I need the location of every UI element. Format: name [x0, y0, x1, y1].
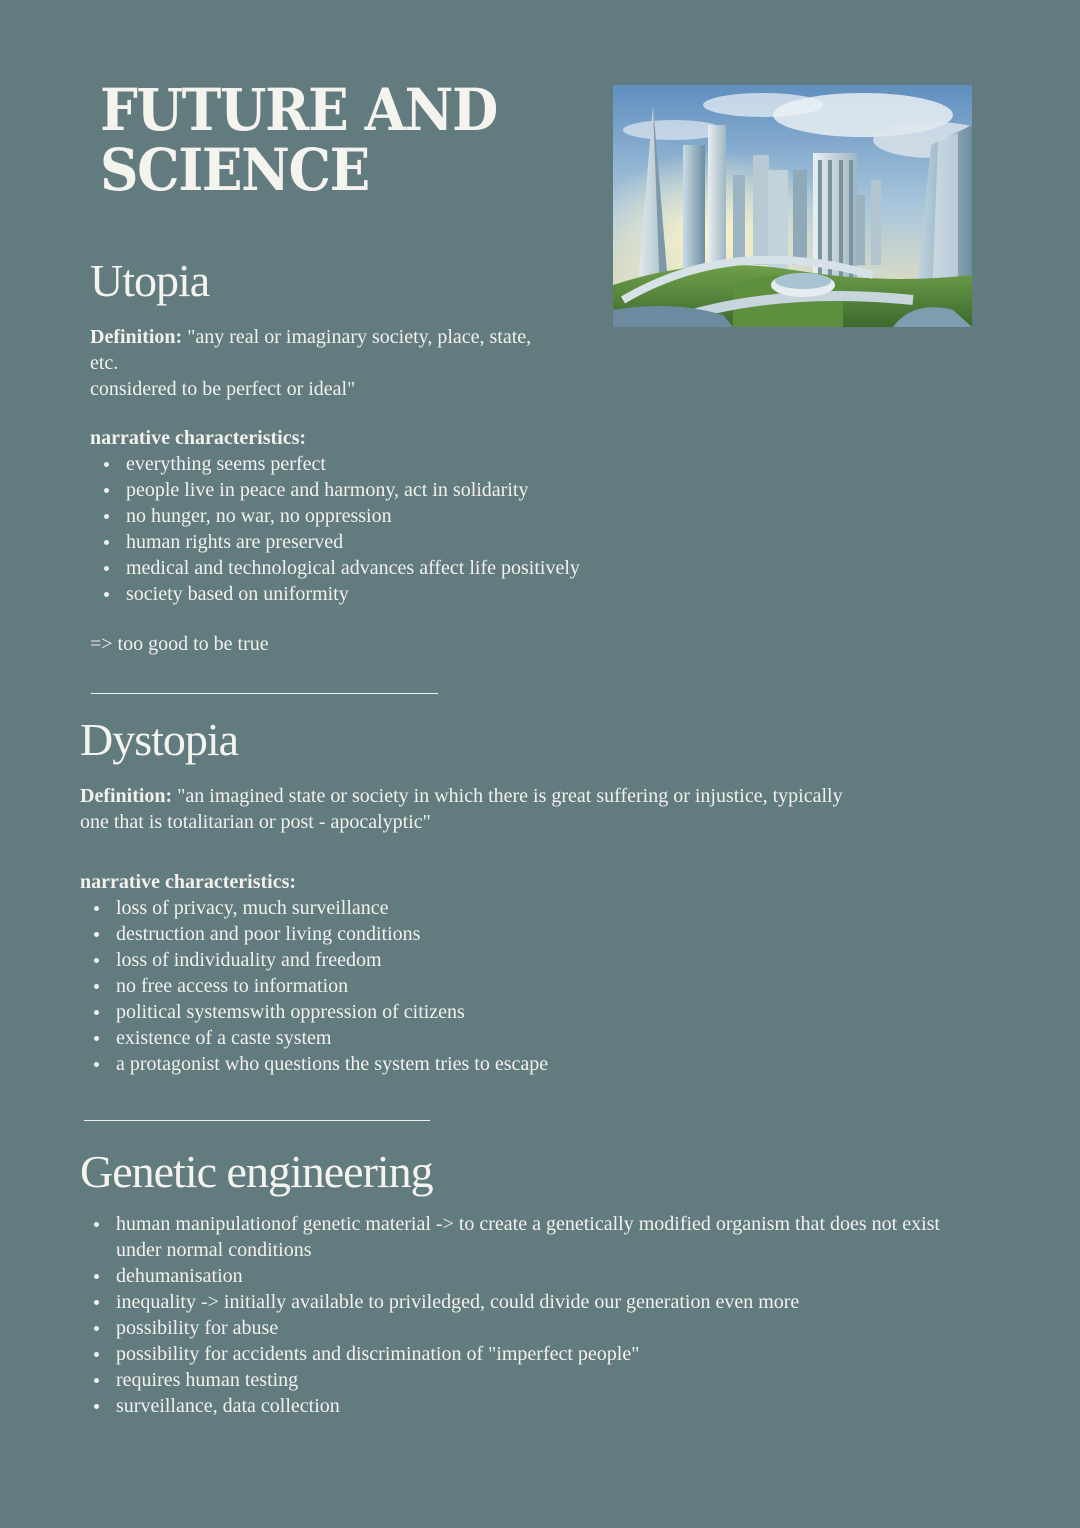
dystopia-definition-line-2: one that is totalitarian or post - apocalyptic": [80, 811, 431, 833]
list-item: everything seems perfect: [90, 451, 690, 477]
list-item: inequality -> initially available to priviledged, could divide our generation even more: [80, 1289, 960, 1315]
dystopia-definition: [80, 783, 980, 835]
list-item: medical and technological advances affect life positively: [90, 555, 690, 581]
utopia-definition-line-1: "any real or imaginary society, place, state,: [182, 326, 532, 348]
list-item: human manipulationof genetic material -> to create a genetically modified organism that does not exist under normal conditions: [80, 1211, 960, 1263]
list-item: no free access to information: [80, 973, 780, 999]
list-item: a protagonist who questions the system tries to escape: [80, 1051, 780, 1077]
list-item: loss of individuality and freedom: [80, 947, 780, 973]
dystopia-definition-label: Definition:: [80, 785, 173, 807]
section-divider: [84, 1120, 430, 1121]
dystopia-characteristics-label-text: narrative characteristics:: [80, 871, 297, 893]
utopia-definition-line-2: etc.: [90, 352, 119, 374]
dystopia-characteristics-label: [80, 869, 296, 895]
utopia-definition: [90, 324, 590, 402]
section-divider: [91, 693, 438, 694]
list-item: political systemswith oppression of citizens: [80, 999, 780, 1025]
list-item: human rights are preserved: [90, 529, 690, 555]
utopia-definition-label: Definition:: [90, 326, 183, 348]
list-item: destruction and poor living conditions: [80, 921, 780, 947]
dystopia-characteristics-list: [80, 895, 780, 1077]
list-item: society based on uniformity: [90, 581, 690, 607]
genetic-engineering-heading: Genetic engineering: [80, 1146, 433, 1197]
list-item: loss of privacy, much surveillance: [80, 895, 780, 921]
genetic-engineering-list: [80, 1211, 960, 1419]
utopia-characteristics-label-text: narrative characteristics:: [90, 427, 307, 449]
dystopia-heading: Dystopia: [80, 714, 239, 765]
list-item: people live in peace and harmony, act in solidarity: [90, 477, 690, 503]
utopia-characteristics-label: [90, 425, 306, 451]
utopia-definition-line-3: considered to be perfect or ideal": [90, 378, 356, 400]
futuristic-city-image: [613, 85, 972, 327]
dystopia-definition-line-1: "an imagined state or society in which there is great suffering or injustice, typically: [172, 785, 843, 807]
page-title: [100, 76, 542, 204]
list-item: dehumanisation: [80, 1263, 960, 1289]
list-item: possibility for abuse: [80, 1315, 960, 1341]
list-item: requires human testing: [80, 1367, 960, 1393]
utopia-heading: Utopia: [90, 255, 210, 306]
list-item: no hunger, no war, no oppression: [90, 503, 690, 529]
utopia-conclusion: => too good to be true: [90, 633, 269, 655]
list-item: surveillance, data collection: [80, 1393, 960, 1419]
title-line-2: SCIENCE: [100, 136, 369, 204]
title-line-1: FUTURE AND: [100, 76, 497, 144]
utopia-characteristics-list: [90, 451, 690, 607]
list-item: possibility for accidents and discrimination of "imperfect people": [80, 1341, 960, 1367]
list-item: existence of a caste system: [80, 1025, 780, 1051]
